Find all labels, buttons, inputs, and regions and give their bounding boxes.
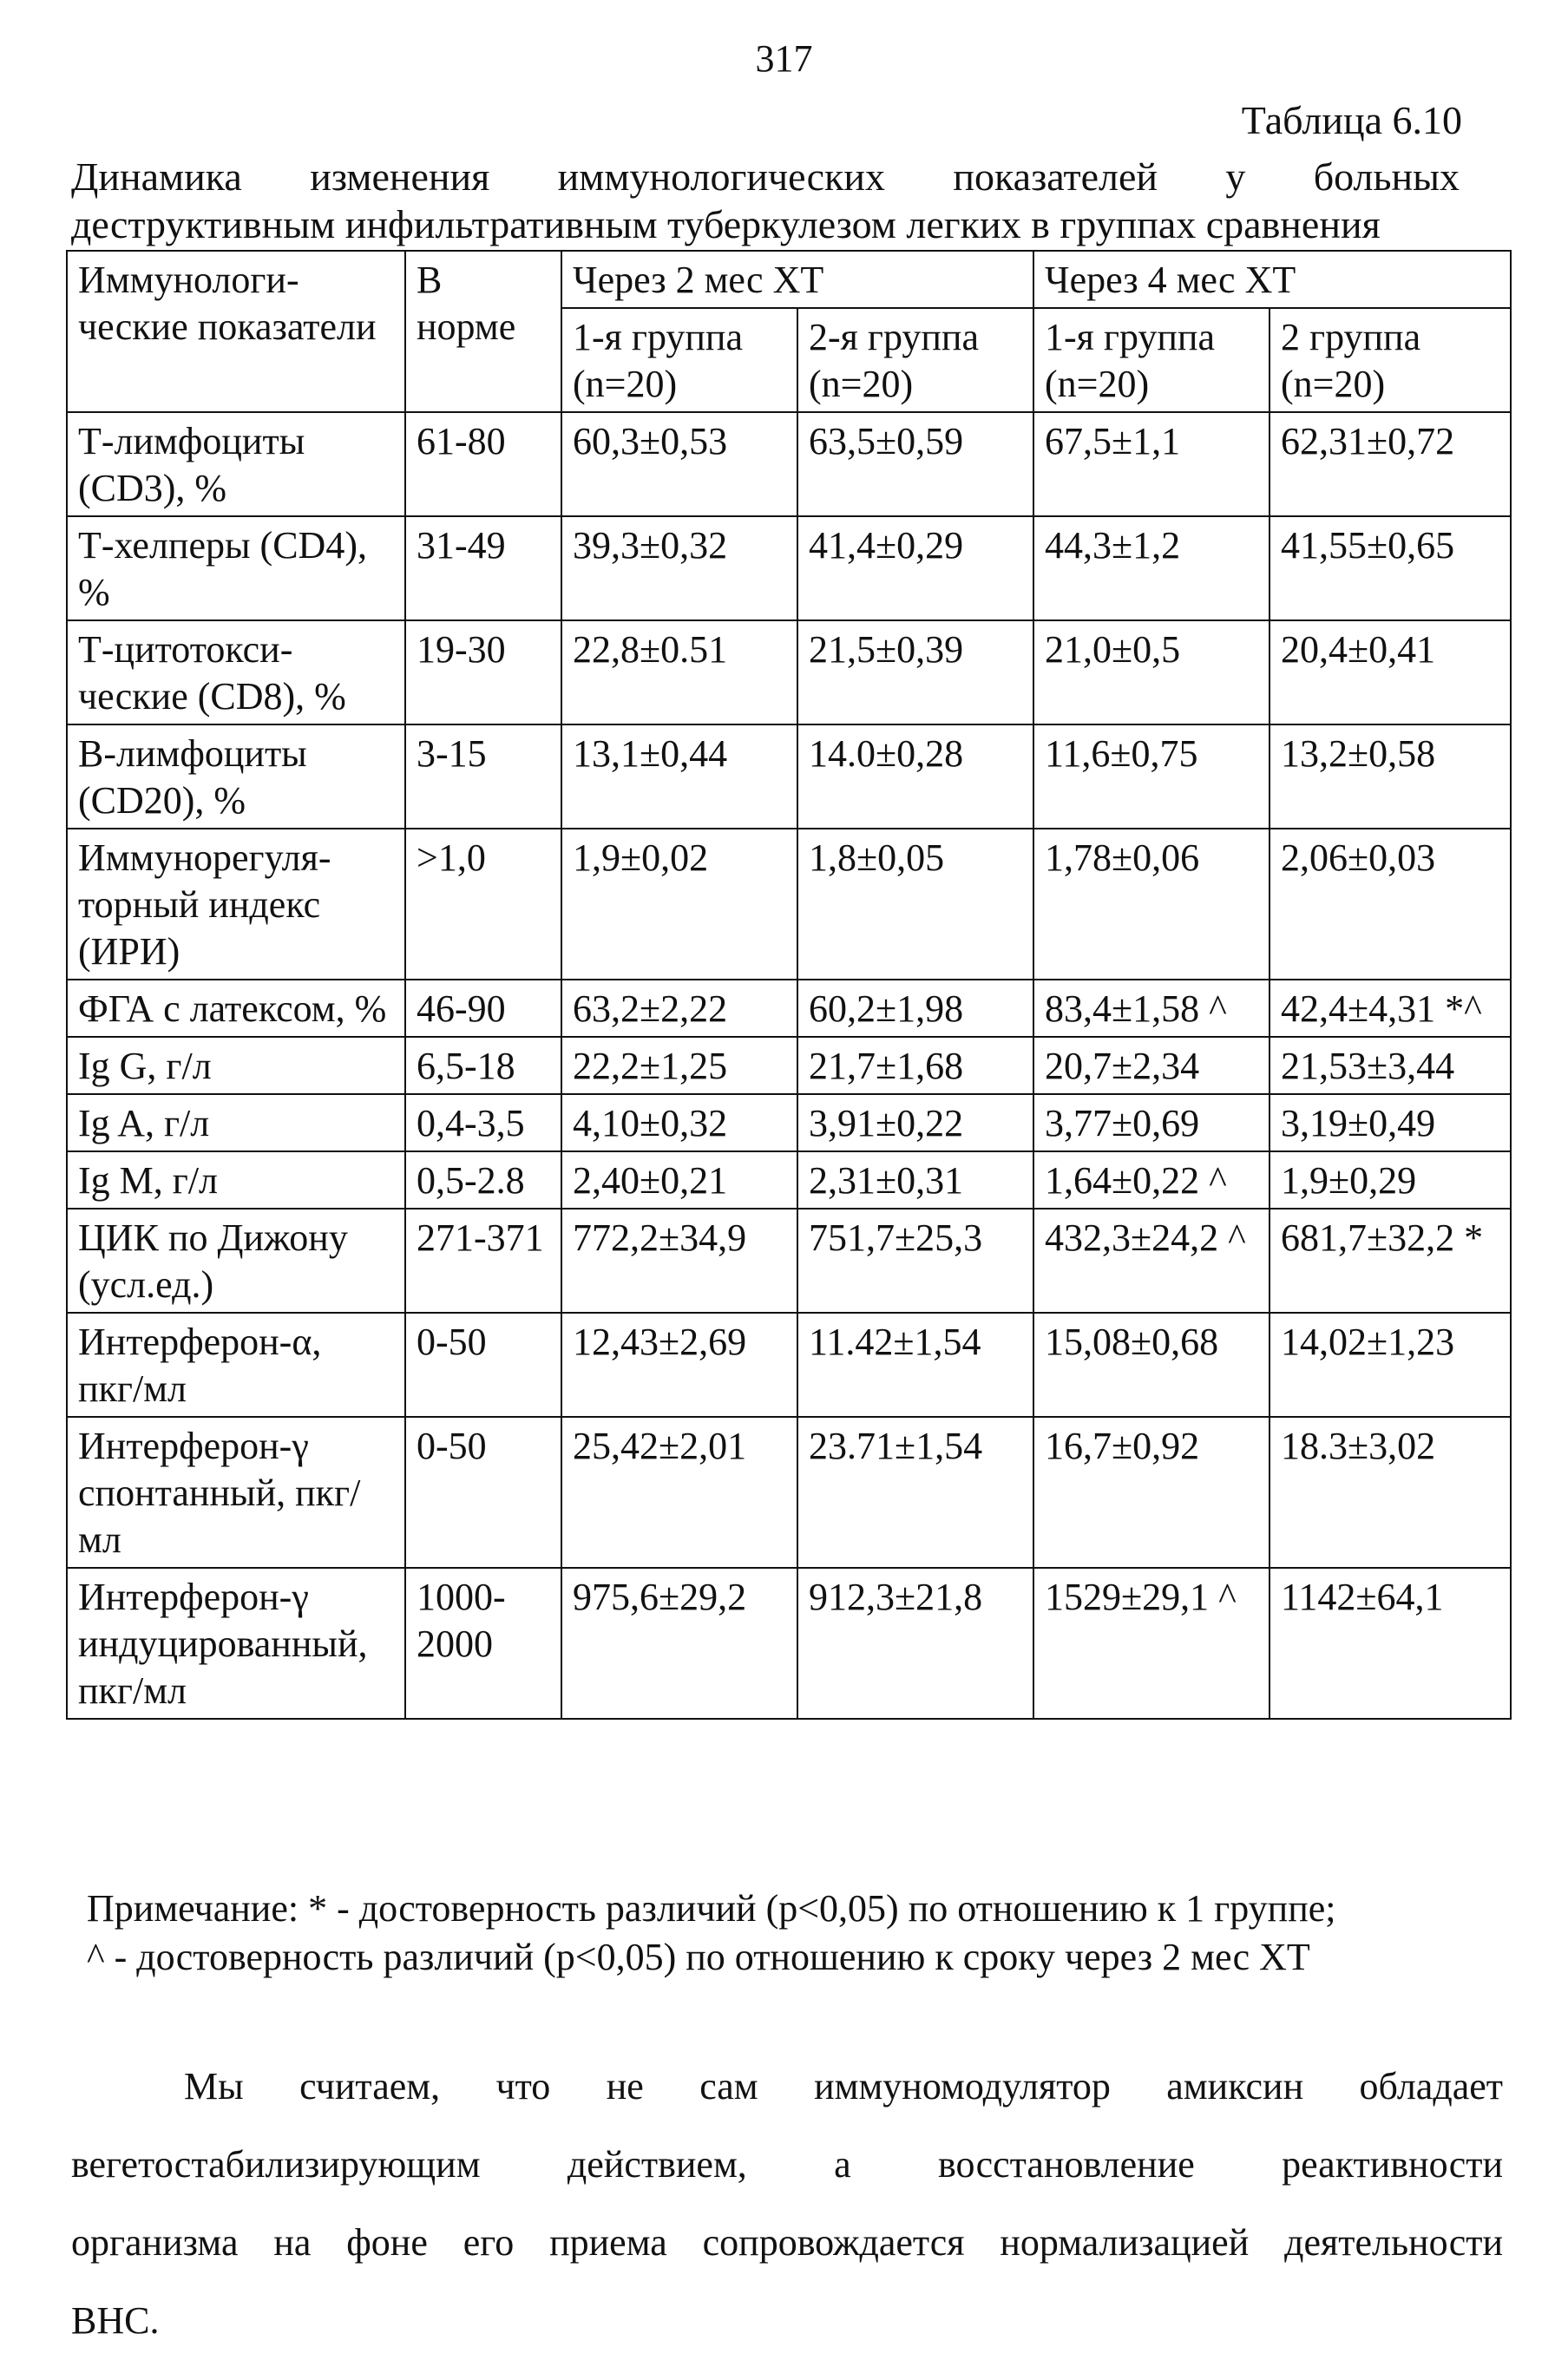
row-norm-cell: 6,5-18 xyxy=(405,1037,561,1094)
note-line-2: ^ - достоверность различий (p<0,05) по отношению к сроку через 2 мес ХТ xyxy=(87,1936,1310,1978)
table-row xyxy=(67,1209,1511,1313)
row-value-cell: 2,06±0,03 xyxy=(1269,829,1511,980)
table-row xyxy=(67,412,1511,516)
header-row-1 xyxy=(67,251,1511,308)
table-row xyxy=(67,829,1511,980)
header-group: 1-я группа (n=20) xyxy=(1033,308,1269,412)
row-value-cell: 15,08±0,68 xyxy=(1033,1313,1269,1417)
row-norm-cell: 271-371 xyxy=(405,1209,561,1313)
table-row xyxy=(67,620,1511,724)
row-norm-cell: 0,4-3,5 xyxy=(405,1094,561,1151)
row-value-cell: 3,19±0,49 xyxy=(1269,1094,1511,1151)
row-value-cell: 1,8±0,05 xyxy=(797,829,1033,980)
row-value-cell: 2,40±0,21 xyxy=(561,1151,797,1209)
table-note xyxy=(87,1885,1510,1982)
row-value-cell: 62,31±0,72 xyxy=(1269,412,1511,516)
row-indicator-cell: Иммунорегуля-торный индекс (ИРИ) xyxy=(67,829,405,980)
row-value-cell: 1,9±0,29 xyxy=(1269,1151,1511,1209)
row-indicator-cell: Т-лимфоциты (CD3), % xyxy=(67,412,405,516)
row-value-cell: 4,10±0,32 xyxy=(561,1094,797,1151)
row-indicator-cell: Ig G, г/л xyxy=(67,1037,405,1094)
body-paragraph xyxy=(71,2048,1503,2360)
row-norm-cell: 19-30 xyxy=(405,620,561,724)
paragraph-line-2: вегетостабилизирующим действием, а восстановление реактивности xyxy=(71,2143,1503,2186)
row-indicator-cell: ФГА с латексом, % xyxy=(67,980,405,1037)
table-label: Таблица 6.10 xyxy=(1241,98,1462,142)
header-group: 1-я группа (n=20) xyxy=(561,308,797,412)
row-indicator-cell: Интерферон-γ спонтанный, пкг/мл xyxy=(67,1417,405,1568)
row-value-cell: 21,0±0,5 xyxy=(1033,620,1269,724)
row-norm-cell: 0-50 xyxy=(405,1417,561,1568)
table-row xyxy=(67,1151,1511,1209)
row-value-cell: 14,02±1,23 xyxy=(1269,1313,1511,1417)
page-number: 317 xyxy=(755,37,813,80)
row-value-cell: 1,9±0,02 xyxy=(561,829,797,980)
row-value-cell: 681,7±32,2 * xyxy=(1269,1209,1511,1313)
row-value-cell: 41,55±0,65 xyxy=(1269,516,1511,620)
row-value-cell: 63,5±0,59 xyxy=(797,412,1033,516)
table-caption xyxy=(71,153,1460,248)
table-body xyxy=(67,412,1511,1719)
row-value-cell: 21,53±3,44 xyxy=(1269,1037,1511,1094)
row-value-cell: 63,2±2,22 xyxy=(561,980,797,1037)
row-value-cell: 11,6±0,75 xyxy=(1033,724,1269,829)
row-indicator-cell: Интерферон-α, пкг/мл xyxy=(67,1313,405,1417)
table-row xyxy=(67,1417,1511,1568)
immunology-table xyxy=(66,250,1512,1720)
row-value-cell: 1529±29,1 ^ xyxy=(1033,1568,1269,1719)
row-value-cell: 21,7±1,68 xyxy=(797,1037,1033,1094)
row-value-cell: 1,64±0,22 ^ xyxy=(1033,1151,1269,1209)
row-value-cell: 44,3±1,2 xyxy=(1033,516,1269,620)
row-value-cell: 60,3±0,53 xyxy=(561,412,797,516)
table-row xyxy=(67,1037,1511,1094)
row-indicator-cell: Ig M, г/л xyxy=(67,1151,405,1209)
row-value-cell: 1142±64,1 xyxy=(1269,1568,1511,1719)
row-indicator-cell: В-лимфоциты (CD20), % xyxy=(67,724,405,829)
row-value-cell: 22,2±1,25 xyxy=(561,1037,797,1094)
row-norm-cell: 0,5-2.8 xyxy=(405,1151,561,1209)
row-value-cell: 975,6±29,2 xyxy=(561,1568,797,1719)
row-indicator-cell: Интерферон-γ индуцированный, пкг/мл xyxy=(67,1568,405,1719)
row-value-cell: 13,1±0,44 xyxy=(561,724,797,829)
table-row xyxy=(67,980,1511,1037)
row-value-cell: 60,2±1,98 xyxy=(797,980,1033,1037)
header-group: 2-я группа (n=20) xyxy=(797,308,1033,412)
header-indicator: Иммунологи-ческие показатели xyxy=(67,251,405,412)
paragraph-line-3: организма на фоне его приема сопровождается нормализацией деятельности xyxy=(71,2221,1503,2264)
row-value-cell: 13,2±0,58 xyxy=(1269,724,1511,829)
row-value-cell: 25,42±2,01 xyxy=(561,1417,797,1568)
row-norm-cell: 1000-2000 xyxy=(405,1568,561,1719)
row-value-cell: 20,4±0,41 xyxy=(1269,620,1511,724)
row-value-cell: 11.42±1,54 xyxy=(797,1313,1033,1417)
row-value-cell: 432,3±24,2 ^ xyxy=(1033,1209,1269,1313)
row-value-cell: 16,7±0,92 xyxy=(1033,1417,1269,1568)
row-value-cell: 22,8±0.51 xyxy=(561,620,797,724)
row-value-cell: 3,91±0,22 xyxy=(797,1094,1033,1151)
row-value-cell: 83,4±1,58 ^ xyxy=(1033,980,1269,1037)
paragraph-line-1: Мы считаем, что не сам иммуномодулятор амиксин обладает xyxy=(184,2065,1503,2108)
table-row xyxy=(67,1313,1511,1417)
table-row xyxy=(67,516,1511,620)
row-value-cell: 23.71±1,54 xyxy=(797,1417,1033,1568)
row-value-cell: 39,3±0,32 xyxy=(561,516,797,620)
row-value-cell: 751,7±25,3 xyxy=(797,1209,1033,1313)
header-period-4-months: Через 4 мес ХТ xyxy=(1033,251,1511,308)
row-value-cell: 42,4±4,31 *^ xyxy=(1269,980,1511,1037)
row-value-cell: 912,3±21,8 xyxy=(797,1568,1033,1719)
row-norm-cell: >1,0 xyxy=(405,829,561,980)
header-period-2-months: Через 2 мес ХТ xyxy=(561,251,1033,308)
note-line-1: Примечание: * - достоверность различий (p<0,05) по отношению к 1 группе; xyxy=(87,1887,1336,1930)
header-norm: В норме xyxy=(405,251,561,412)
row-value-cell: 20,7±2,34 xyxy=(1033,1037,1269,1094)
row-norm-cell: 3-15 xyxy=(405,724,561,829)
row-norm-cell: 61-80 xyxy=(405,412,561,516)
row-norm-cell: 0-50 xyxy=(405,1313,561,1417)
row-indicator-cell: Ig A, г/л xyxy=(67,1094,405,1151)
table-row xyxy=(67,724,1511,829)
caption-line-1: Динамика изменения иммунологических показателей у больных xyxy=(71,154,1460,199)
row-norm-cell: 31-49 xyxy=(405,516,561,620)
row-value-cell: 14.0±0,28 xyxy=(797,724,1033,829)
table-row xyxy=(67,1094,1511,1151)
row-value-cell: 3,77±0,69 xyxy=(1033,1094,1269,1151)
row-indicator-cell: Т-цитотокси-ческие (CD8), % xyxy=(67,620,405,724)
row-indicator-cell: Т-хелперы (CD4), % xyxy=(67,516,405,620)
row-value-cell: 772,2±34,9 xyxy=(561,1209,797,1313)
table-row xyxy=(67,1568,1511,1719)
row-norm-cell: 46-90 xyxy=(405,980,561,1037)
header-group: 2 группа (n=20) xyxy=(1269,308,1511,412)
row-indicator-cell: ЦИК по Дижону (усл.ед.) xyxy=(67,1209,405,1313)
row-value-cell: 21,5±0,39 xyxy=(797,620,1033,724)
row-value-cell: 12,43±2,69 xyxy=(561,1313,797,1417)
row-value-cell: 41,4±0,29 xyxy=(797,516,1033,620)
caption-line-2: деструктивным инфильтративным туберкулезом легких в группах сравнения xyxy=(71,202,1381,246)
row-value-cell: 1,78±0,06 xyxy=(1033,829,1269,980)
row-value-cell: 2,31±0,31 xyxy=(797,1151,1033,1209)
paragraph-line-4: ВНС. xyxy=(71,2299,160,2342)
row-value-cell: 18.3±3,02 xyxy=(1269,1417,1511,1568)
row-value-cell: 67,5±1,1 xyxy=(1033,412,1269,516)
